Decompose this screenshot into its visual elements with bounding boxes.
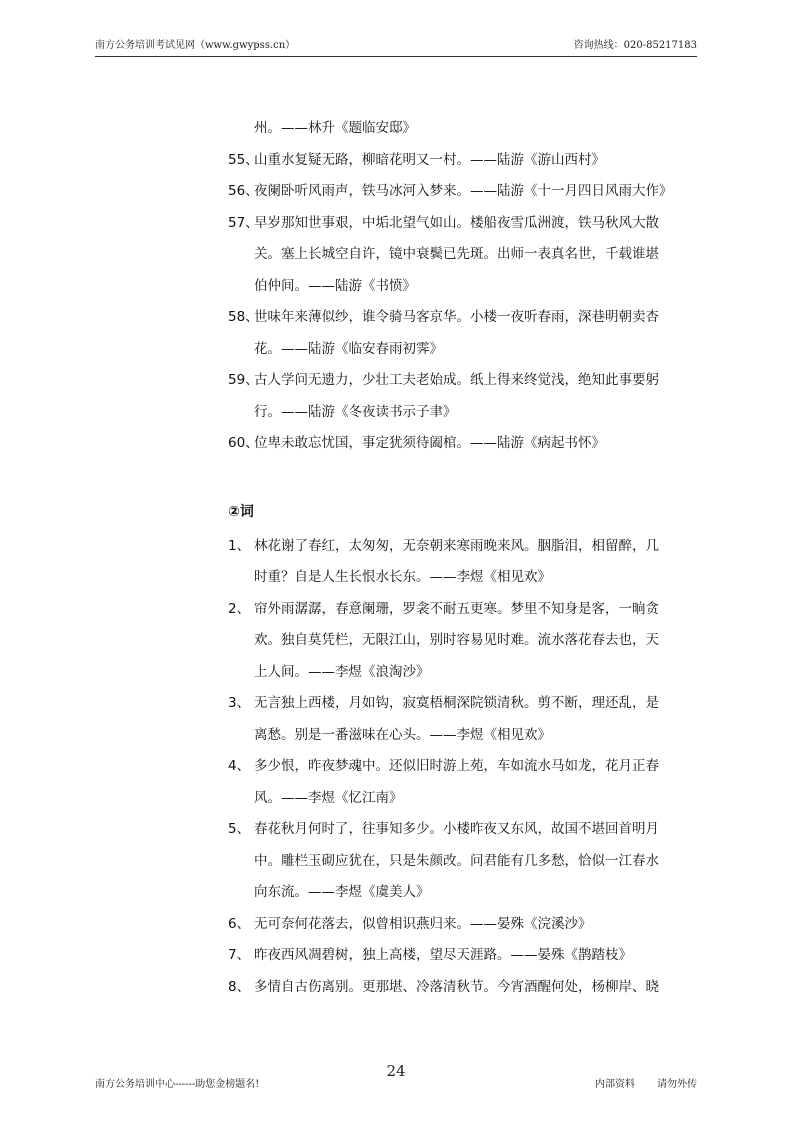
list-item [228,688,673,751]
footer-internal-label: 内部资料 [595,1079,635,1090]
text-line: 欢。独自莫凭栏，无限江山，别时容易见时难。流水落花春去也，天 [254,632,659,648]
text-line: 多少恨，昨夜梦魂中。还似旧时游上苑，车如流水马如龙，花月正春 [254,758,659,774]
text-line: 昨夜西风凋碧树，独上高楼，望尽天涯路。——晏殊《鹊踏枝》 [254,947,632,963]
item-number: 3、 [228,695,251,711]
footer-slogan: 南方公务培训中心------助您金榜题名! [95,1079,260,1090]
item-number: 60、 [228,435,259,451]
text-line: 离愁。别是一番滋味在心头。——李煜《相见欢》 [254,726,551,743]
item-number: 4、 [228,758,251,774]
item-number: 57、 [228,214,259,231]
list-item [228,428,673,460]
list-item [228,302,673,365]
text-line: 上人间。——李煜《浪淘沙》 [254,663,430,680]
footer-confidential-label: 请勿外传 [657,1079,697,1090]
text-line: 关。塞上长城空自许，镜中衰鬓已先斑。出师一表真名世，千载谁堪 [254,246,659,262]
text-line: 古人学问无遗力，少壮工夫老始成。纸上得来终觉浅，绝知此事要躬 [254,372,659,388]
list-item [228,208,673,303]
text-line: 山重水复疑无路，柳暗花明又一村。——陆游《游山西村》 [254,151,605,168]
text-line: 州。——林升《题临安邸》 [254,120,416,136]
page-number: 24 [386,1062,406,1080]
item-number: 58、 [228,309,259,325]
list-item [228,940,673,972]
page-footer [95,1062,697,1090]
list-item [228,176,673,208]
item-number: 2、 [228,600,251,617]
text-line: 行。——陆游《冬夜读书示子聿》 [254,403,457,420]
list-item [228,145,673,177]
text-line: 多情自古伤离别。更那堪、冷落清秋节。今宵酒醒何处，杨柳岸、晓 [254,978,659,995]
document-body [228,113,673,1003]
list-item [228,531,673,594]
list-item [228,814,673,909]
item-number: 6、 [228,915,251,932]
item-number: 8、 [228,978,251,995]
item-number: 1、 [228,537,251,554]
page-header [95,36,697,54]
text-line: 世味年来薄似纱，谁令骑马客京华。小楼一夜听春雨，深巷明朝卖杏 [254,309,659,325]
item-number: 7、 [228,947,251,963]
text-line: 花。——陆游《临安春雨初霁》 [254,340,443,357]
item-number: 56、 [228,183,259,199]
text-line: 伯仲间。——陆游《书愤》 [254,277,416,294]
item-number: 5、 [228,821,251,837]
list-item [228,365,673,428]
item-number: 55、 [228,151,259,168]
header-site-name: 南方公务培训考试见网（www.gwypss.cn） [95,40,296,51]
text-line: 位卑未敢忘忧国，事定犹须待阖棺。——陆游《病起书怀》 [254,435,605,451]
text-line: 林花谢了春红，太匆匆，无奈朝来寒雨晚来风。胭脂泪，相留醉，几 [254,537,659,554]
list-item [228,751,673,814]
text-line: 春花秋月何时了，往事知多少。小楼昨夜又东风，故国不堪回首明月 [254,821,659,837]
text-line: 风。——李煜《忆江南》 [254,789,403,806]
text-line: 中。雕栏玉砌应犹在，只是朱颜改。问君能有几多愁，恰似一江春水 [254,852,659,869]
list-item [228,972,673,1004]
text-line: 向东流。——李煜《虞美人》 [254,884,430,900]
text-line: 早岁那知世事艰，中垢北望气如山。楼船夜雪瓜洲渡，铁马秋风大散 [254,214,659,231]
text-line: 夜阑卧听风雨声，铁马冰河入梦来。——陆游《十一月四日风雨大作》 [254,183,673,199]
footer-notice [595,1075,697,1090]
item-number: 59、 [228,372,259,388]
list-item [228,594,673,689]
text-line: 帘外雨潺潺，春意阑珊，罗衾不耐五更寒。梦里不知身是客，一晌贪 [254,600,659,617]
text-line: 无可奈何花落去，似曾相识燕归来。——晏殊《浣溪沙》 [254,915,592,932]
text-line: 时重？自是人生长恨水长东。——李煜《相见欢》 [254,569,551,585]
header-hotline: 咨询热线：020-85217183 [573,40,697,51]
poem-list [228,113,673,460]
list-item [228,113,673,145]
list-item [228,909,673,941]
section-title-ci: ②词 [228,503,254,520]
header-divider [95,56,697,57]
text-line: 无言独上西楼，月如钩，寂寞梧桐深院锁清秋。剪不断，理还乱，是 [254,695,659,711]
ci-list [228,531,673,1004]
